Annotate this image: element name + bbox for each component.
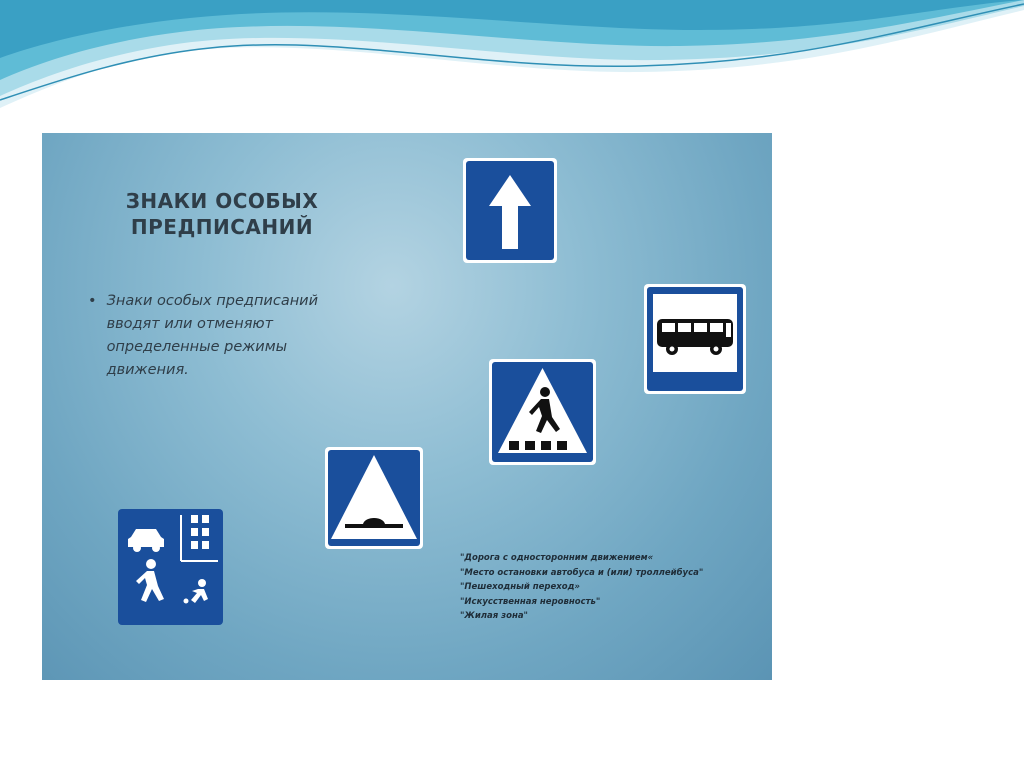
top-wave-decoration <box>0 0 1024 120</box>
speed-bump-sign <box>325 447 423 549</box>
slide-title <box>92 188 352 240</box>
living-zone-sign <box>118 509 223 625</box>
bullet-text: Знаки особых предписаний вводят или отменяют определенные режимы движения. <box>106 293 319 378</box>
slide-image <box>42 133 772 680</box>
slide-title-line-1: ЗНАКИ ОСОБЫХ <box>125 189 319 213</box>
sign-captions <box>460 551 760 624</box>
bus-stop-sign <box>644 284 746 394</box>
caption-pedestrian-crossing: "Пешеходный переход» <box>460 582 580 592</box>
pedestrian-icon <box>489 359 596 465</box>
bullet-dot: • <box>88 293 97 309</box>
caption-living-zone: "Жилая зона" <box>460 611 528 621</box>
bus-icon <box>644 284 746 394</box>
speed-bump-icon <box>325 447 423 549</box>
up-arrow-icon <box>463 158 557 263</box>
caption-bus-stop: "Место остановки автобуса и (или) троллейбуса" <box>460 567 704 578</box>
caption-one-way-road: "Дорога с односторонним движением« <box>460 553 654 563</box>
bullet-item <box>88 290 338 382</box>
slide-title-line-2: ПРЕДПИСАНИЙ <box>130 215 314 239</box>
living-zone-icon <box>118 509 223 625</box>
caption-speed-bump: "Искусственная неровность" <box>460 596 601 607</box>
one-way-road-sign <box>463 158 557 263</box>
pedestrian-crossing-sign <box>489 359 596 465</box>
